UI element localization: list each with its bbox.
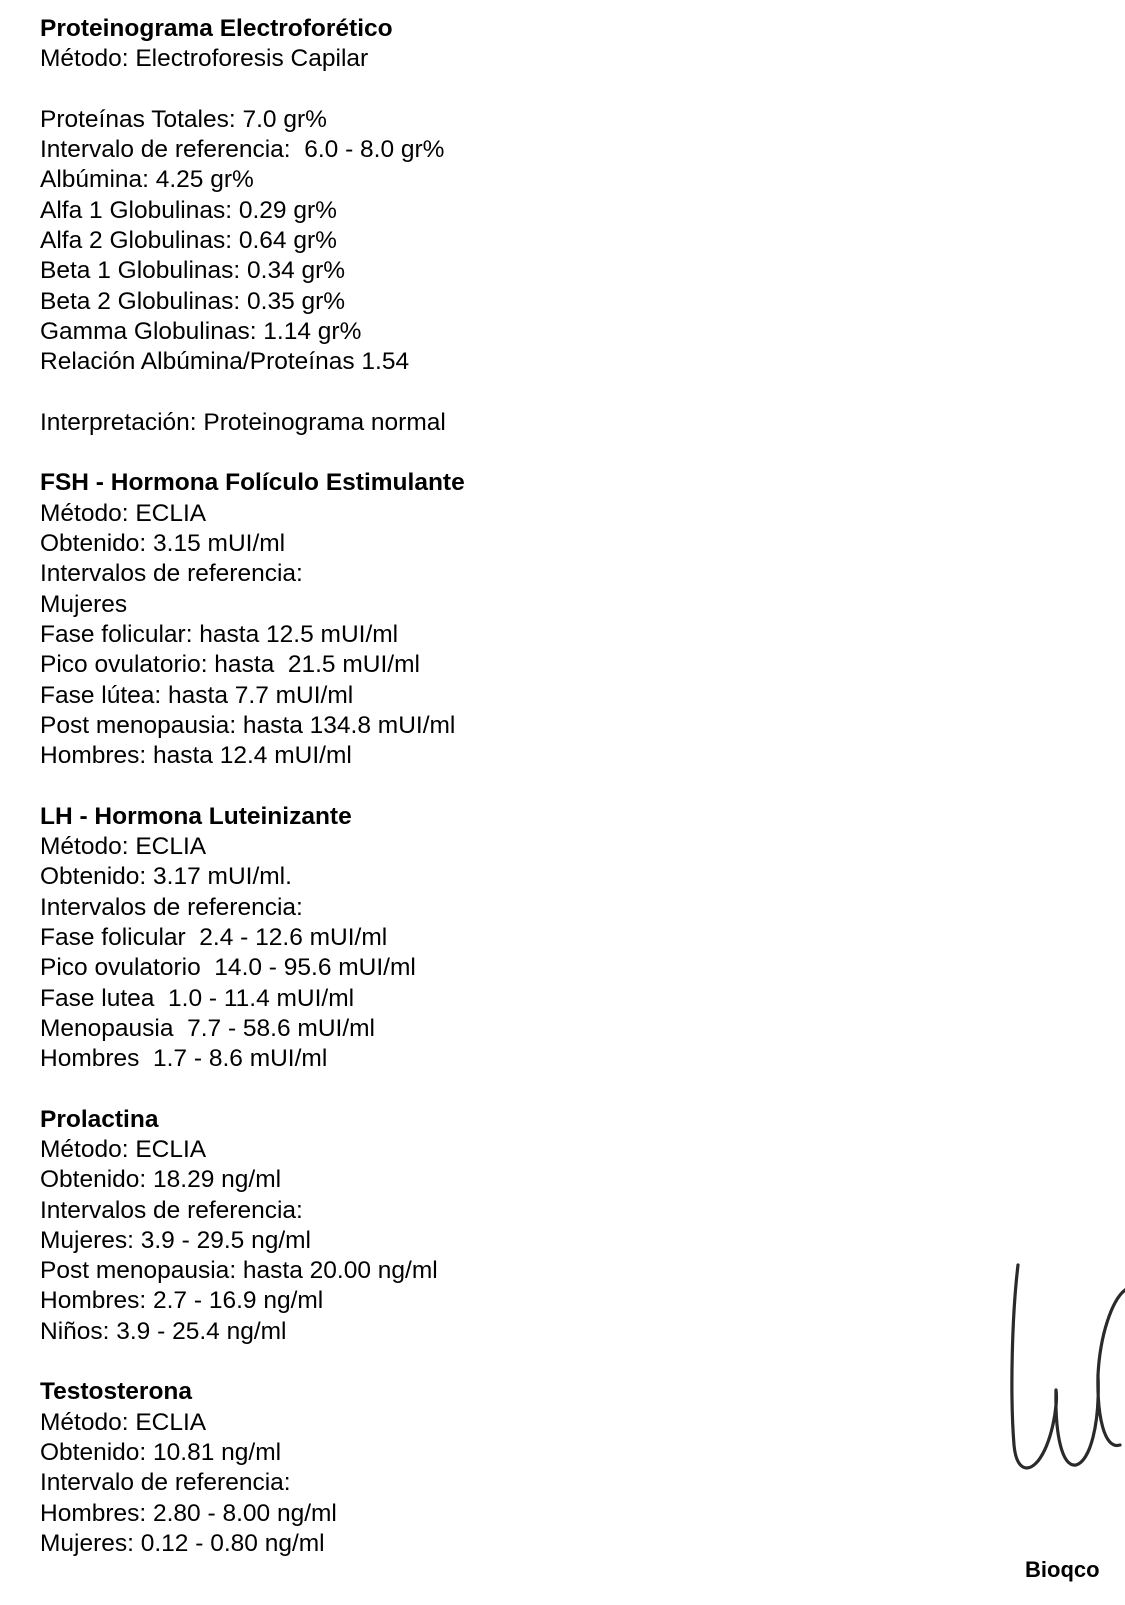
section-gap: [40, 1074, 980, 1104]
handwritten-signature: [1000, 1255, 1125, 1515]
blank-line: [40, 75, 980, 105]
report-line: Método: ECLIA: [40, 1135, 207, 1163]
report-line: Menopausia 7.7 - 58.6 mUI/ml: [40, 1014, 375, 1042]
blank-line: [40, 378, 980, 408]
report-line: Método: Electroforesis Capilar: [40, 45, 369, 73]
report-line: Alfa 1 Globulinas: 0.29 gr%: [40, 196, 337, 224]
section-title: Testosterona: [40, 1378, 193, 1406]
section-gap: [40, 771, 980, 801]
report-line: Mujeres: 0.12 - 0.80 ng/ml: [40, 1529, 325, 1557]
report-line: Pico ovulatorio: hasta 21.5 mUI/ml: [40, 651, 420, 679]
report-line: Mujeres: [40, 590, 128, 618]
report-line: Gamma Globulinas: 1.14 gr%: [40, 317, 362, 345]
report-line: Albúmina: 4.25 gr%: [40, 166, 254, 194]
section-gap: [40, 438, 980, 468]
report-line: Relación Albúmina/Proteínas 1.54: [40, 348, 410, 376]
report-line: Post menopausia: hasta 134.8 mUI/ml: [40, 711, 456, 739]
report-line: Fase folicular 2.4 - 12.6 mUI/ml: [40, 923, 388, 951]
report-line: Hombres: 2.80 - 8.00 ng/ml: [40, 1499, 337, 1527]
report-line: Método: ECLIA: [40, 833, 207, 861]
report-line: Interpretación: Proteinograma normal: [40, 408, 446, 436]
section-title: Prolactina: [40, 1105, 159, 1133]
report-line: Beta 2 Globulinas: 0.35 gr%: [40, 287, 346, 315]
lab-report-document: [40, 14, 980, 1559]
report-line: Hombres: 2.7 - 16.9 ng/ml: [40, 1287, 324, 1315]
report-line: Intervalos de referencia:: [40, 1196, 303, 1224]
report-line: Obtenido: 3.17 mUI/ml.: [40, 863, 292, 891]
report-line: Niños: 3.9 - 25.4 ng/ml: [40, 1317, 287, 1345]
report-line: Intervalo de referencia: 6.0 - 8.0 gr%: [40, 136, 445, 164]
report-line: Mujeres: 3.9 - 29.5 ng/ml: [40, 1226, 311, 1254]
report-line: Post menopausia: hasta 20.00 ng/ml: [40, 1257, 438, 1285]
report-line: Intervalos de referencia:: [40, 893, 303, 921]
signer-title: Bioqco: [1025, 1557, 1100, 1582]
report-line: Método: ECLIA: [40, 499, 207, 527]
report-line: Proteínas Totales: 7.0 gr%: [40, 105, 327, 133]
report-line: Obtenido: 10.81 ng/ml: [40, 1438, 282, 1466]
report-line: Beta 1 Globulinas: 0.34 gr%: [40, 257, 346, 285]
section-title: LH - Hormona Luteinizante: [40, 802, 352, 830]
report-line: Intervalo de referencia:: [40, 1469, 291, 1497]
report-line: Obtenido: 3.15 mUI/ml: [40, 530, 286, 558]
report-line: Fase folicular: hasta 12.5 mUI/ml: [40, 620, 399, 648]
report-line: Hombres 1.7 - 8.6 mUI/ml: [40, 1045, 328, 1073]
section-gap: [40, 1347, 980, 1377]
report-line: Método: ECLIA: [40, 1408, 207, 1436]
section-title: FSH - Hormona Folículo Estimulante: [40, 469, 465, 497]
report-line: Pico ovulatorio 14.0 - 95.6 mUI/ml: [40, 954, 416, 982]
report-line: Fase lutea 1.0 - 11.4 mUI/ml: [40, 984, 355, 1012]
report-line: Fase lútea: hasta 7.7 mUI/ml: [40, 681, 354, 709]
report-line: Obtenido: 18.29 ng/ml: [40, 1166, 282, 1194]
report-line: Alfa 2 Globulinas: 0.64 gr%: [40, 227, 337, 255]
report-line: Hombres: hasta 12.4 mUI/ml: [40, 742, 352, 770]
report-line: Intervalos de referencia:: [40, 560, 303, 588]
section-title: Proteinograma Electroforético: [40, 15, 393, 42]
